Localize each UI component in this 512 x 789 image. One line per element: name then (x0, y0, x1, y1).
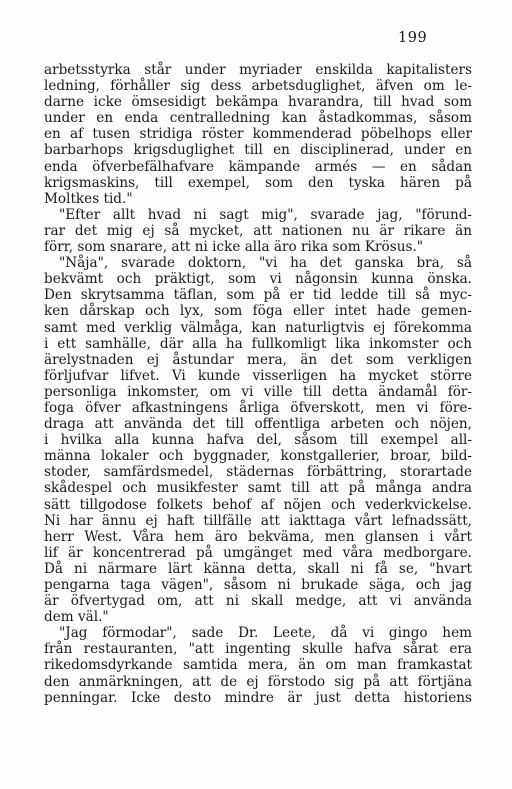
text-line: den anmärkningen, att de ej förstodo sig på att förtjäna (44, 673, 472, 690)
text-line: dem väl." (44, 609, 109, 626)
text-line: sätt tillgodose folkets behof af nöjen och vederkvickelse. (44, 496, 472, 513)
text-line: männa lokaler och byggnader, konstgallerier, broar, bild- (44, 448, 472, 465)
text-line: Ni har ännu ej haft tillfälle att iakttaga vårt lefnadssätt, (44, 512, 472, 529)
text-line: herr West. Våra hem äro bekväma, men glansen i vårt (44, 528, 472, 545)
text-line: "Efter allt hvad ni sagt mig", svarade jag, "förund- (59, 206, 472, 223)
text-line: personliga inkomster, om vi ville till detta ändamål för- (44, 383, 472, 400)
text-line: rikedomsdyrkande samtida mera, än om man framkastat (44, 657, 472, 674)
text-line: från restauranten, "att ingenting skulle hafva sårat era (44, 641, 472, 658)
text-line: en af tusen stridiga röster kommenderad pöbelhops eller (44, 126, 472, 143)
text-line: pengarna taga vägen", såsom ni brukade säga, och jag (44, 577, 472, 593)
text-line: Då ni närmare lärt känna detta, skall ni få se, "hvart (44, 560, 472, 577)
text-line: "Jag förmodar", sade Dr. Leete, då vi gingo hem (59, 625, 472, 642)
page-number: 199 (398, 30, 428, 46)
text-line: Den skrytsamma täflan, som på er tid ledde till så myc- (44, 287, 472, 304)
text-line: penningar. Icke desto mindre är just detta historiens (44, 689, 472, 706)
text-line: rar det mig ej så mycket, att nationen nu är rikare än (44, 222, 472, 239)
text-line: arbetsstyrka står under myriader enskilda kapitalisters (44, 62, 472, 78)
text-line: ledning, förhåller sig dess arbetsduglighet, äfven om le- (44, 78, 472, 95)
text-line: "Nåja", svarade doktorn, "vi ha det ganska bra, så (59, 255, 472, 272)
text-line: enda öfverbefälhafvare kämpande armés — en sådan (44, 158, 472, 175)
text-line: under en enda centralledning kan åstadkommas, såsom (44, 110, 472, 127)
text-line: krigsmaskins, till exempel, som den tyska hären på (44, 174, 472, 191)
text-line: lif är koncentrerad på umgänget med våra medborgare. (44, 544, 472, 561)
text-line: i ett samhälle, där alla ha fullkomligt lika inkomster och (44, 335, 472, 352)
text-line: i hvilka alla kunna hafva del, såsom till exempel all- (44, 432, 472, 449)
text-line: darne icke ömsesidigt bekämpa hvarandra, till hvad som (44, 94, 472, 111)
text-line: skådespel och musikfester samt till att på många andra (44, 480, 472, 497)
text-line: foga öfver afkastningens årliga öfverskott, men vi före- (44, 399, 472, 416)
text-line: Moltkes tid." (44, 190, 133, 207)
text-line: stoder, samfärdsmedel, städernas förbättring, storartade (44, 464, 472, 481)
text-line: ärelystnaden ej åstundar mera, än det som verkligen (44, 351, 472, 368)
body-text (44, 62, 472, 706)
text-line: barbarhops krigsduglighet till en disciplinerad, under en (44, 142, 472, 159)
text-line: bekvämt och präktigt, som vi någonsin kunna önska. (44, 271, 472, 288)
text-line: draga att använda det till offentliga arbeten och nöjen, (44, 416, 472, 433)
text-line: ken dårskap och lyx, som föga eller intet hade gemen- (44, 303, 472, 320)
text-line: förljufvar lifvet. Vi kunde visserligen ha mycket större (44, 367, 472, 384)
text-line: är öfvertygad om, att ni skall medge, att vi använda (44, 593, 472, 610)
text-line: samt med verklig välmåga, kan naturligtvis ej förekomma (44, 319, 472, 336)
text-line: förr, som snarare, att ni icke alla äro rika som Krösus." (44, 239, 424, 256)
